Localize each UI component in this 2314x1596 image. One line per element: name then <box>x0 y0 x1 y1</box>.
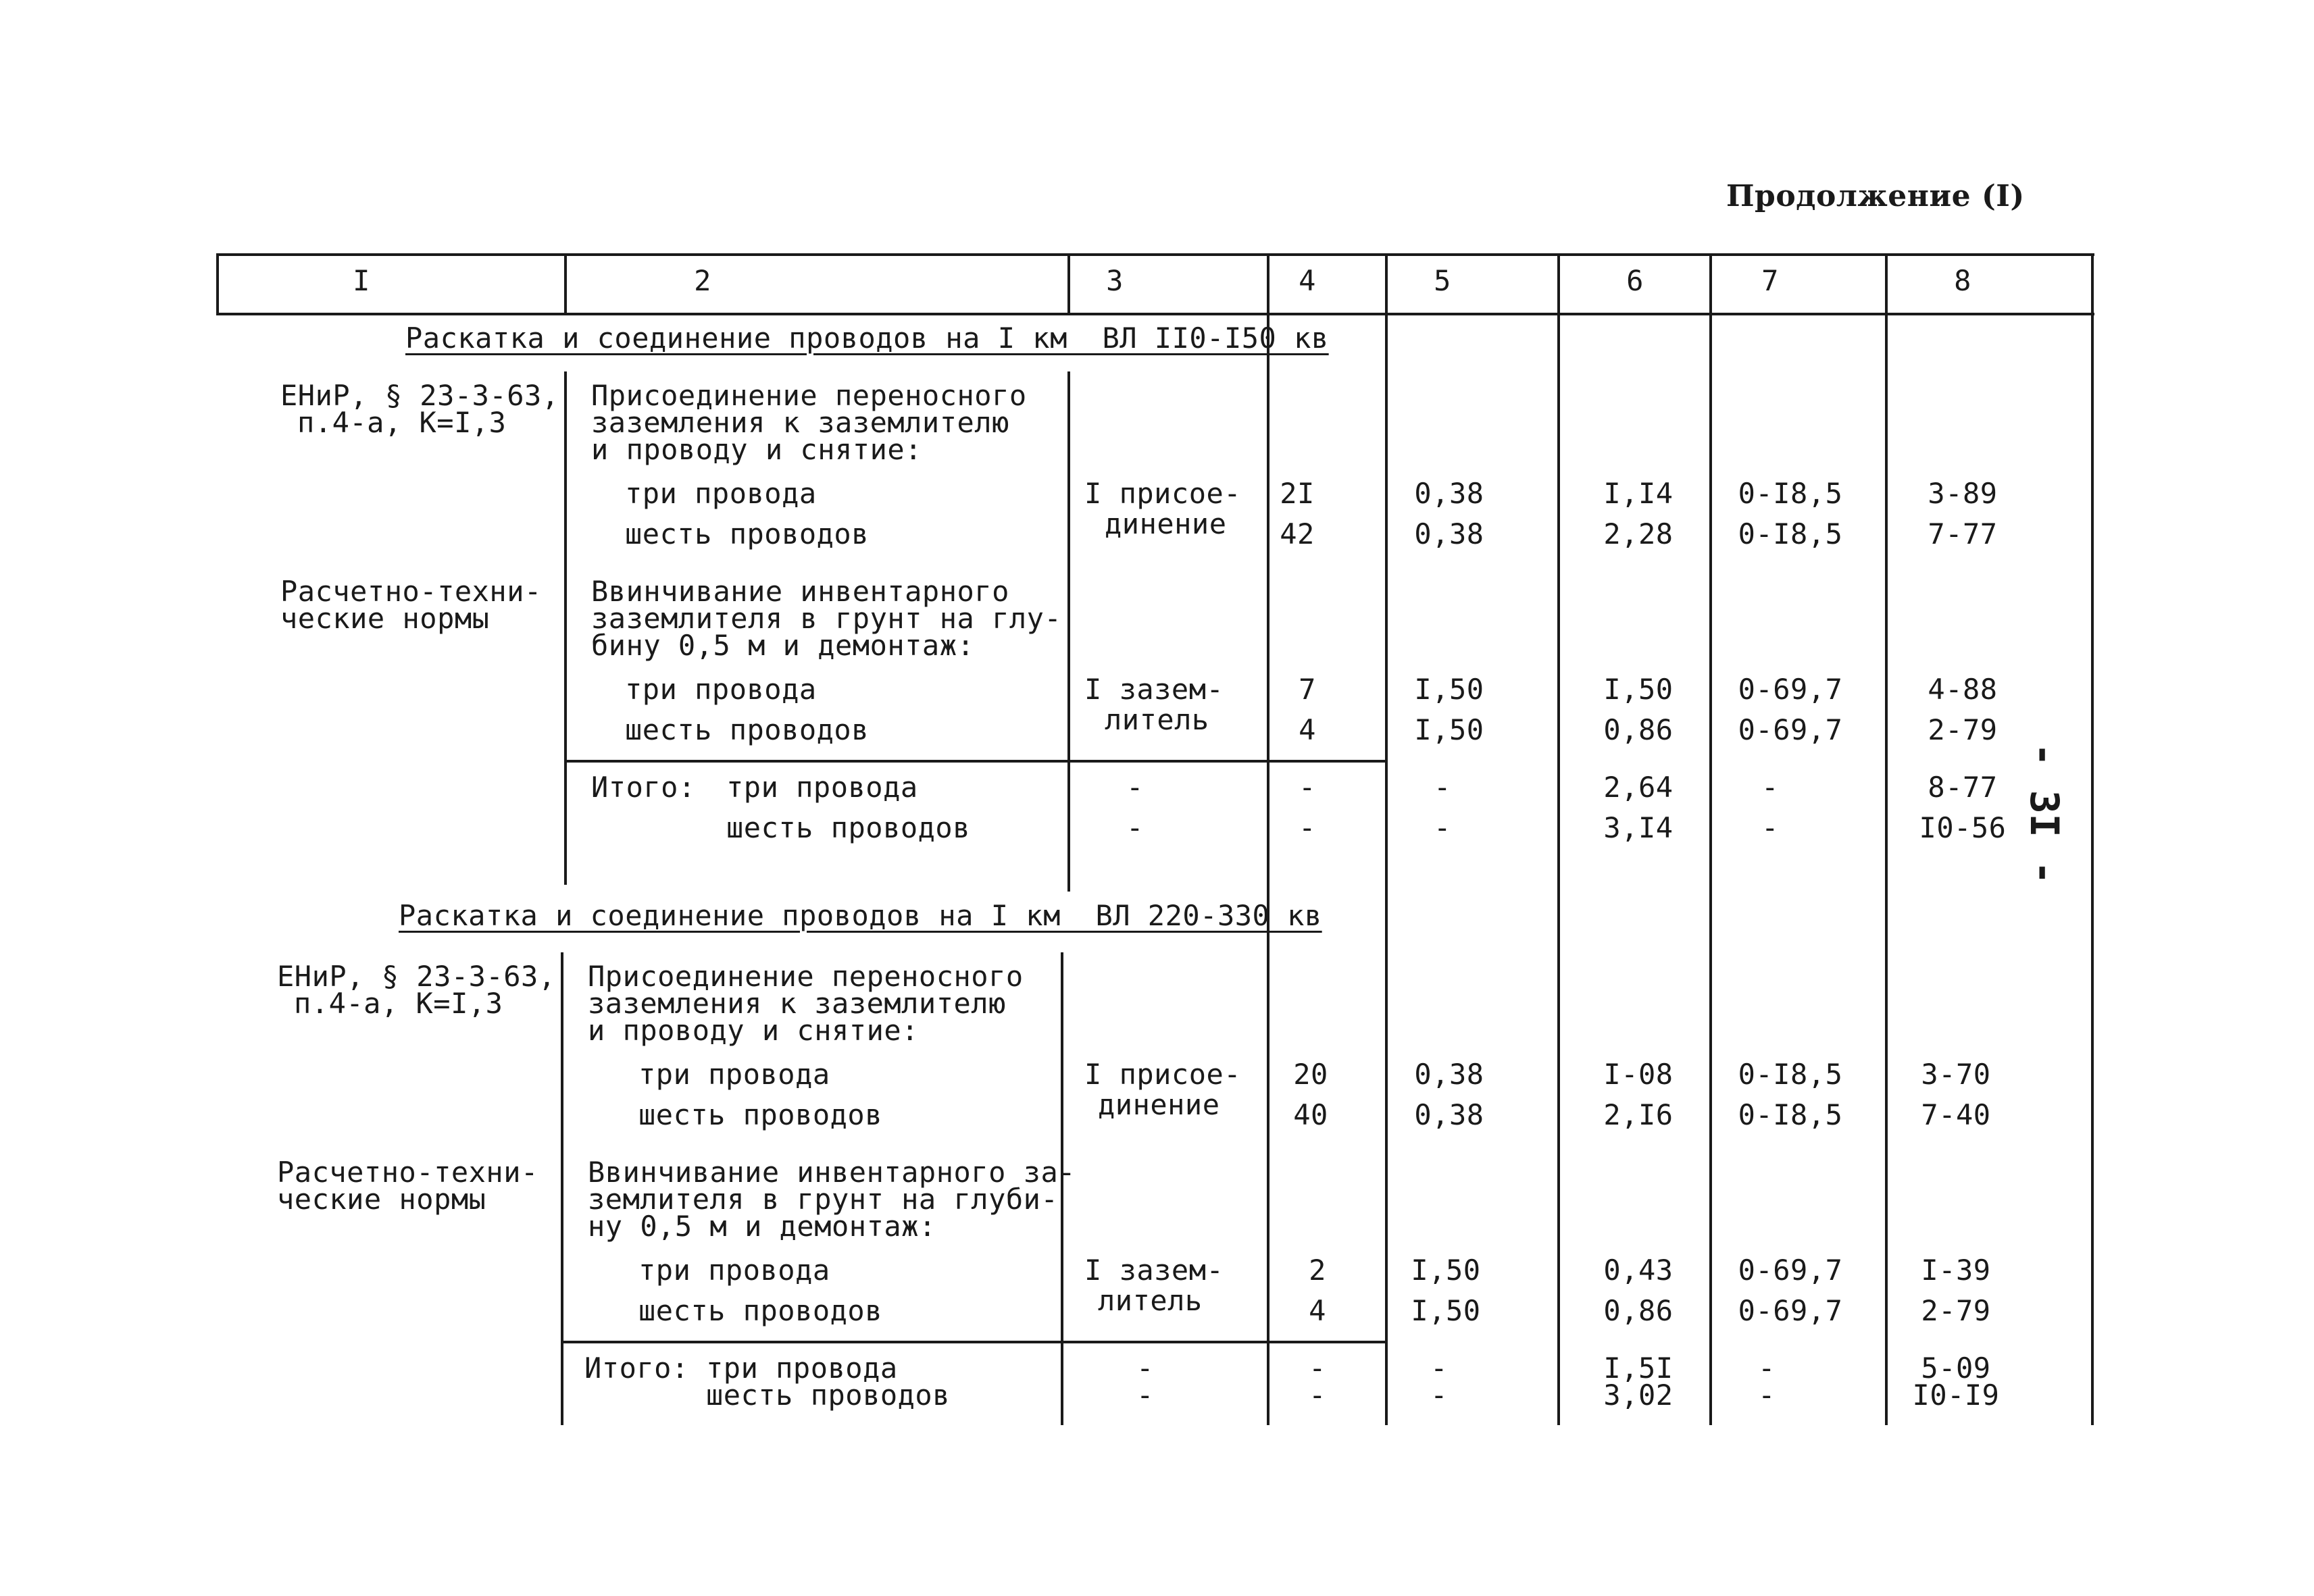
work-description-line: ну 0,5 м и демонтаж: <box>588 1210 936 1243</box>
row-label: шесть проводов <box>638 1294 883 1327</box>
unit-line: динение <box>1098 1088 1220 1121</box>
header-col-3: 3 <box>1106 264 1124 297</box>
header-col-8: 8 <box>1954 264 1971 297</box>
cell-col-3: - <box>1136 1379 1154 1412</box>
work-description-line: Присоединение переносного <box>591 379 1027 412</box>
cell-col-8: I0-56 <box>1919 811 2007 844</box>
section-title: Раскатка и соединение проводов на I км ВЛ 220-330 кв <box>399 899 1322 932</box>
cell-col-8: I0-I9 <box>1912 1379 2000 1412</box>
cell-col-5: - <box>1430 1352 1448 1385</box>
cell-col-4: - <box>1309 1379 1326 1412</box>
cell-col-4: 40 <box>1293 1098 1328 1131</box>
cell-col-4: - <box>1299 811 1316 844</box>
col-divider-6 <box>1709 253 1712 1425</box>
cell-col-6: I,5I <box>1603 1352 1674 1385</box>
row-label: три провода <box>638 1058 830 1091</box>
cell-col-6: I,I4 <box>1603 477 1674 510</box>
source-line: п.4-а, К=I,3 <box>297 406 507 439</box>
cell-col-7: 0-I8,5 <box>1738 1058 1843 1091</box>
col-divider-4 <box>1385 253 1388 1425</box>
cell-col-7: 0-69,7 <box>1738 1254 1843 1287</box>
row-label: шесть проводов <box>625 713 870 746</box>
cell-col-6: 3,I4 <box>1603 811 1674 844</box>
cell-col-5: 0,38 <box>1414 1098 1484 1131</box>
source-line: ческие нормы <box>280 602 490 635</box>
cell-col-7: 0-69,7 <box>1738 713 1843 746</box>
table-top-border <box>216 253 2094 256</box>
row-label: три провода <box>638 1254 830 1287</box>
s1-col-divider-2 <box>1067 371 1070 892</box>
source-line: п.4-а, К=I,3 <box>294 987 503 1020</box>
cell-col-5: - <box>1434 811 1451 844</box>
work-description-line: и проводу и снятие: <box>591 433 922 466</box>
work-description-line: Присоединение переносного <box>588 960 1024 993</box>
col-divider-7 <box>1885 253 1888 1425</box>
cell-col-8: 2-79 <box>1928 713 1998 746</box>
cell-col-8: 4-88 <box>1928 673 1998 706</box>
cell-col-4: - <box>1299 771 1316 804</box>
cell-col-5: 0,38 <box>1414 517 1484 550</box>
cell-col-7: 0-I8,5 <box>1738 1098 1843 1131</box>
unit-line: динение <box>1105 507 1227 540</box>
cell-col-5: I,50 <box>1411 1254 1481 1287</box>
s1-total-line <box>564 760 1385 763</box>
source-line: Расчетно-техни- <box>280 575 542 608</box>
cell-col-6: 2,64 <box>1603 771 1674 804</box>
cell-col-6: I-08 <box>1603 1058 1674 1091</box>
unit-line: литель <box>1098 1284 1203 1317</box>
row-label: три провода <box>726 771 918 804</box>
cell-col-8: 8-77 <box>1928 771 1998 804</box>
cell-col-7: 0-I8,5 <box>1738 477 1843 510</box>
cell-col-3: - <box>1126 811 1144 844</box>
header-col-7: 7 <box>1761 264 1779 297</box>
s2-total-line <box>561 1341 1385 1343</box>
page-number: - 3I - <box>2021 743 2067 885</box>
cell-col-3: - <box>1126 771 1144 804</box>
unit-line: литель <box>1105 703 1209 736</box>
cell-col-6: 2,28 <box>1603 517 1674 550</box>
cell-col-4: 7 <box>1299 673 1316 706</box>
unit-line: I присое- <box>1084 477 1242 510</box>
row-label: три провода <box>706 1352 898 1385</box>
source-line: ЕНиР, § 23-3-63, <box>277 960 556 993</box>
section-title: Раскатка и соединение проводов на I км ВЛ II0-I50 кв <box>405 321 1329 355</box>
source-line: ческие нормы <box>277 1183 486 1216</box>
cell-col-5: 0,38 <box>1414 1058 1484 1091</box>
unit-line: I зазем- <box>1084 673 1224 706</box>
cell-col-8: 3-70 <box>1921 1058 1991 1091</box>
work-description-line: бину 0,5 м и демонтаж: <box>591 629 975 662</box>
s2-col-divider-1 <box>561 952 563 1425</box>
cell-col-5: I,50 <box>1414 713 1484 746</box>
cell-col-4: 2I <box>1280 477 1315 510</box>
s1-col-divider-3 <box>1267 313 1269 892</box>
header-col-6: 6 <box>1626 264 1644 297</box>
total-label: Итого: <box>584 1352 689 1385</box>
cell-col-8: 7-40 <box>1921 1098 1991 1131</box>
row-label: три провода <box>625 477 817 510</box>
cell-col-8: 5-09 <box>1921 1352 1991 1385</box>
cell-col-7: 0-I8,5 <box>1738 517 1843 550</box>
cell-col-6: I,50 <box>1603 673 1674 706</box>
cell-col-8: 7-77 <box>1928 517 1998 550</box>
total-label: Итого: <box>591 771 696 804</box>
s2-col-divider-2 <box>1061 952 1063 1425</box>
cell-col-6: 0,43 <box>1603 1254 1674 1287</box>
cell-col-6: 3,02 <box>1603 1379 1674 1412</box>
cell-col-7: - <box>1761 771 1779 804</box>
work-description-line: и проводу и снятие: <box>588 1014 919 1047</box>
row-label: шесть проводов <box>638 1098 883 1131</box>
source-line: ЕНиР, § 23-3-63, <box>280 379 559 412</box>
cell-col-4: 20 <box>1293 1058 1328 1091</box>
continuation-label: Продолжение (I) <box>1726 179 2025 213</box>
cell-col-5: 0,38 <box>1414 477 1484 510</box>
cell-col-8: 2-79 <box>1921 1294 1991 1327</box>
col-divider-5 <box>1557 253 1560 1425</box>
work-description-line: заземления к заземлителю <box>588 987 1006 1020</box>
cell-col-5: I,50 <box>1411 1294 1481 1327</box>
cell-col-4: - <box>1309 1352 1326 1385</box>
cell-col-6: 2,I6 <box>1603 1098 1674 1131</box>
cell-col-4: 2 <box>1309 1254 1326 1287</box>
col-divider-2 <box>1067 253 1070 314</box>
cell-col-6: 0,86 <box>1603 1294 1674 1327</box>
cell-col-4: 4 <box>1299 713 1316 746</box>
cell-col-8: 3-89 <box>1928 477 1998 510</box>
cell-col-7: - <box>1761 811 1779 844</box>
work-description-line: землителя в грунт на глуби- <box>588 1183 1059 1216</box>
cell-col-7: 0-69,7 <box>1738 673 1843 706</box>
source-line: Расчетно-техни- <box>277 1156 538 1189</box>
header-col-1: I <box>353 264 370 297</box>
unit-line: I зазем- <box>1084 1254 1224 1287</box>
work-description-line: заземления к заземлителю <box>591 406 1009 439</box>
row-label: три провода <box>625 673 817 706</box>
header-col-4: 4 <box>1299 264 1316 297</box>
col-divider-1 <box>564 253 567 314</box>
row-label: шесть проводов <box>625 517 870 550</box>
cell-col-5: - <box>1434 771 1451 804</box>
row-label: шесть проводов <box>726 811 971 844</box>
cell-col-3: - <box>1136 1352 1154 1385</box>
header-col-5: 5 <box>1434 264 1451 297</box>
cell-col-6: 0,86 <box>1603 713 1674 746</box>
work-description-line: заземлителя в грунт на глу- <box>591 602 1062 635</box>
cell-col-4: 42 <box>1280 517 1315 550</box>
cell-col-7: - <box>1758 1379 1776 1412</box>
cell-col-4: 4 <box>1309 1294 1326 1327</box>
cell-col-7: - <box>1758 1352 1776 1385</box>
work-description-line: Ввинчивание инвентарного за- <box>588 1156 1076 1189</box>
cell-col-5: I,50 <box>1414 673 1484 706</box>
header-bottom-border <box>216 313 2094 315</box>
table-left-border <box>216 253 219 314</box>
cell-col-7: 0-69,7 <box>1738 1294 1843 1327</box>
cell-col-8: I-39 <box>1921 1254 1991 1287</box>
row-label: шесть проводов <box>706 1379 951 1412</box>
unit-line: I присое- <box>1084 1058 1242 1091</box>
cell-col-5: - <box>1430 1379 1448 1412</box>
work-description-line: Ввинчивание инвентарного <box>591 575 1009 608</box>
table-right-border <box>2091 253 2094 1425</box>
header-col-2: 2 <box>694 264 711 297</box>
s1-col-divider-1 <box>564 371 567 885</box>
